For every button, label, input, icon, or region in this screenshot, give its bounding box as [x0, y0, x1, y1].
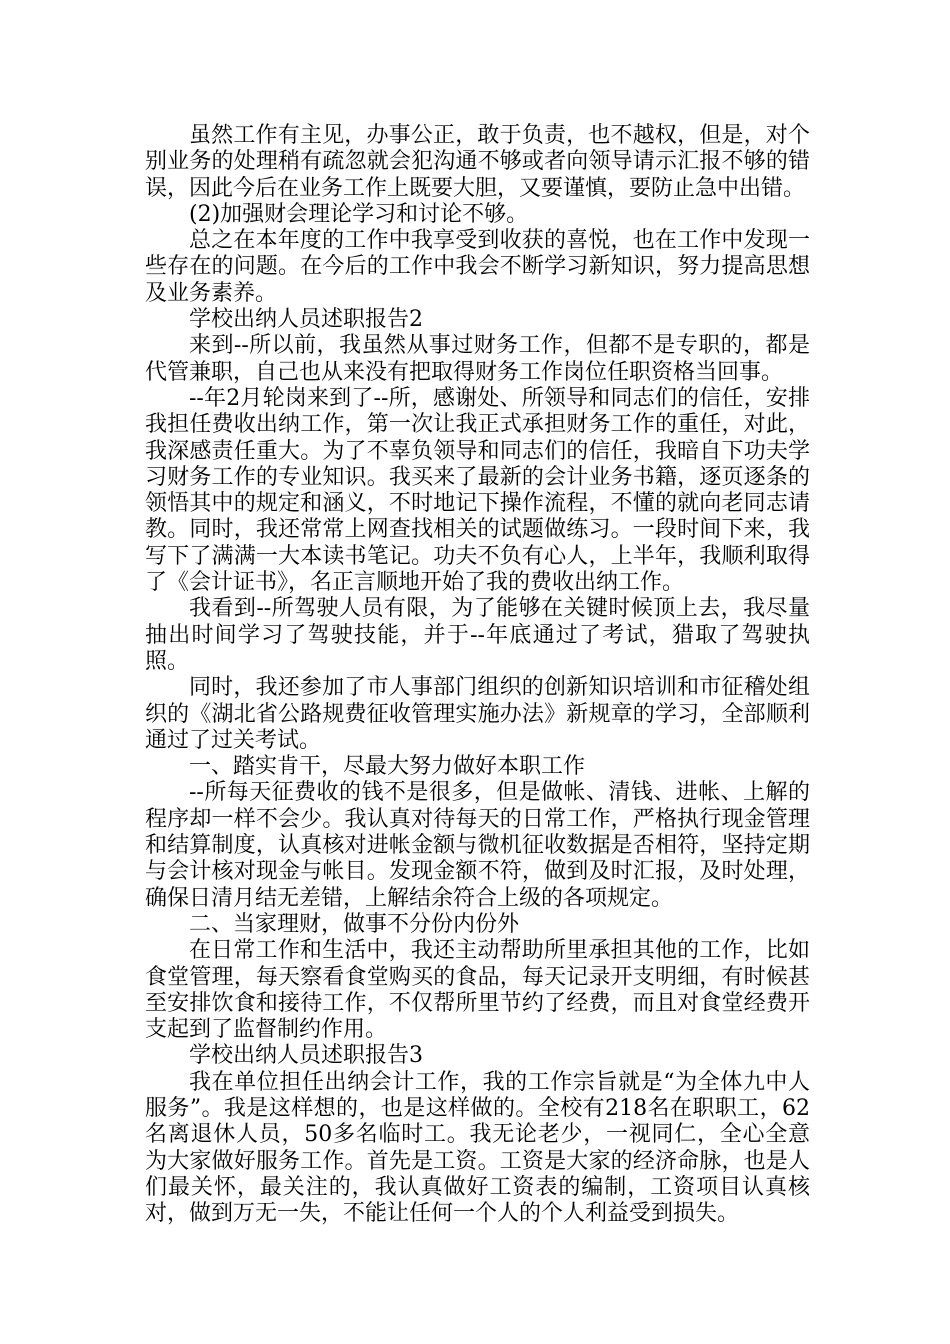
paragraph: (2)加强财会理论学习和讨论不够。	[189, 201, 529, 227]
paragraph: --年2月轮岗来到了--所，感谢处、所领导和同志们的信任，安排我担任费收出纳工作，第一次让我正式承担财务工作的重任，对此，我深感责任重大。为了不辜负领导和同志们的信任，我暗自下功夫学习财务工作的专业知识。我买来了最新的会计业务书籍，逐页逐条的领悟其中的规定和涵义，不时地记下操作流程，不懂的就向老同志请教。同时，我还常常上网查找相关的试题做练习。一段时间下来，我写下了满满一大本读书笔记。功夫不负有心人，上半年，我顺利取得了《会计证书》，名正言顺地开始了我的费收出纳工作。	[145, 385, 810, 596]
paragraph: --所每天征费收的钱不是很多，但是做帐、清钱、进帐、上解的程序却一样不会少。我认真对待每天的日常工作，严格执行现金管理和结算制度，认真核对进帐金额与微机征收数据是否相符，坚持定期与会计核对现金与帐目。发现金额不符，做到及时汇报，及时处理，确保日清月结无差错，上解结余符合上级的各项规定。	[145, 780, 810, 911]
paragraph: 来到--所以前，我虽然从事过财务工作，但都不是专职的，都是代管兼职，自己也从来没有把取得财务工作岗位任职资格当回事。	[145, 333, 810, 385]
paragraph: 我看到--所驾驶人员有限，为了能够在关键时候顶上去，我尽量抽出时间学习了驾驶技能，并于--年底通过了考试，猎取了驾驶执照。	[145, 596, 810, 674]
paragraph: 总之在本年度的工作中我享受到收获的喜悦，也在工作中发现一些存在的问题。在今后的工作中我会不断学习新知识，努力提高思想及业务素养。	[145, 228, 810, 306]
paragraph: 在日常工作和生活中，我还主动帮助所里承担其他的工作，比如食堂管理，每天察看食堂购买的食品，每天记录开支明细，有时候甚至安排饮食和接待工作，不仅帮所里节约了经费，而且对食堂经费开支起到了监督制约作用。	[145, 938, 810, 1043]
subsection-heading: 一、踏实肯干，尽最大努力做好本职工作	[189, 754, 586, 780]
section-heading: 学校出纳人员述职报告3	[189, 1043, 423, 1069]
paragraph: 同时，我还参加了市人事部门组织的创新知识培训和市征稽处组织的《湖北省公路规费征收管理实施办法》新规章的学习，全部顺利通过了过关考试。	[145, 675, 810, 753]
paragraph: 虽然工作有主见，办事公正，敢于负责，也不越权，但是，对个别业务的处理稍有疏忽就会犯沟通不够或者向领导请示汇报不够的错误，因此今后在业务工作上既要大胆，又要谨慎，要防止急中出错。	[145, 123, 810, 201]
paragraph: 我在单位担任出纳会计工作，我的工作宗旨就是“为全体九中人服务”。我是这样想的，也是这样做的。全校有218名在职职工，62名离退休人员，50多名临时工。我无论老少，一视同仁，全心全意为大家做好服务工作。首先是工资。工资是大家的经济命脉，也是人们最关怀，最关注的，我认真做好工资表的编制，工资项目认真核对，做到万无一失，不能让任何一个人的个人利益受到损失。	[145, 1069, 810, 1227]
document-body	[145, 123, 810, 1227]
subsection-heading: 二、当家理财，做事不分份内份外	[189, 911, 520, 937]
section-heading: 学校出纳人员述职报告2	[189, 307, 423, 333]
